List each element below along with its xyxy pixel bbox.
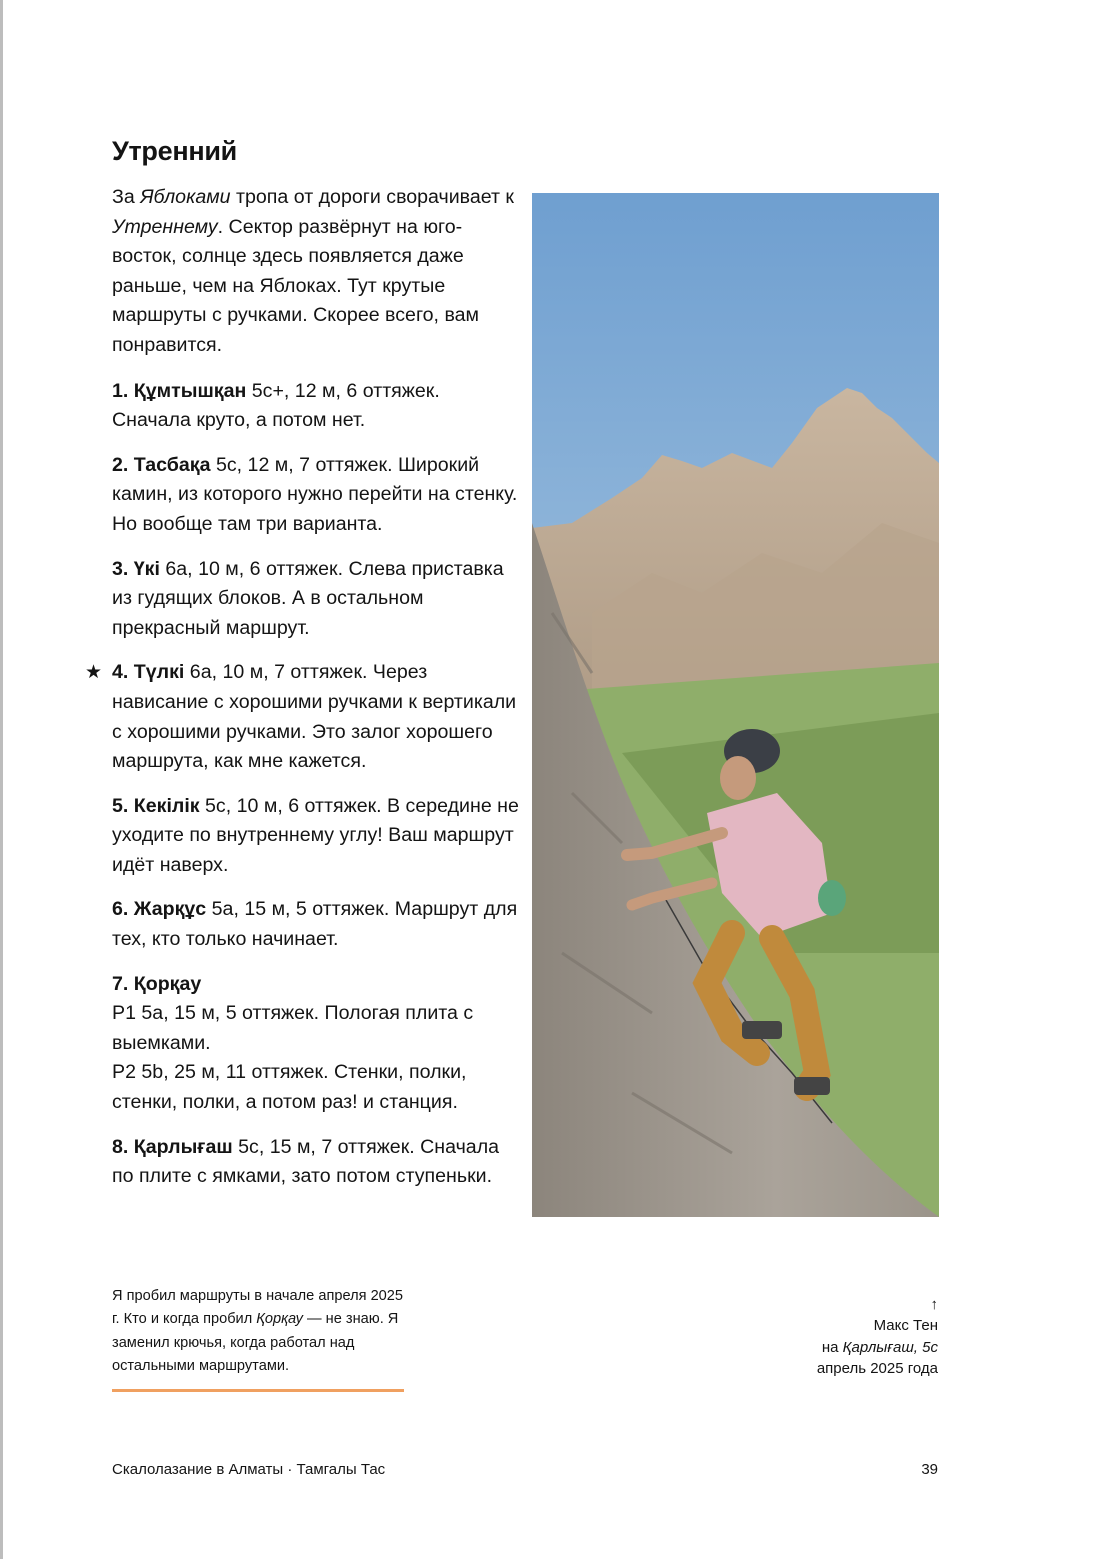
sidenote-italic-route: Қорқау	[256, 1311, 303, 1328]
route-name: 8. Қарлығаш	[112, 1135, 233, 1158]
page-number: 39	[921, 1461, 938, 1478]
route-description: 6a, 10 м, 6 оттяжек. Слева приставка из гудящих блоков. А в остальном прекрасный маршрут.	[112, 557, 504, 639]
route-pitch-1: P1 5a, 15 м, 5 оттяжек. Пологая плита с выемками.	[112, 1002, 474, 1054]
sidenote-text: — не знаю. Я заменил крючья, когда работал над остальными маршрутами.	[112, 1311, 399, 1375]
intro-paragraph	[112, 183, 524, 361]
route-description: 5c, 15 м, 7 оттяжек. Сначала по плите с ямками, зато потом ступеньки.	[112, 1135, 500, 1188]
route-name: 4. Түлкі	[112, 661, 185, 684]
intro-text: тропа от дороги сворачивает к	[230, 186, 514, 208]
arrow-up-icon: ↑	[930, 1296, 938, 1313]
star-icon: ★	[85, 662, 103, 684]
route-name: 6. Жарқұс	[112, 898, 207, 921]
caption-date: апрель 2025 года	[816, 1360, 938, 1378]
route-name: 1. Құмтышқан	[112, 379, 247, 402]
page-spine-shadow	[0, 0, 3, 1559]
caption-route: Қарлығаш, 5c	[842, 1338, 938, 1356]
route-item	[112, 970, 524, 1118]
route-name: 7. Қорқау	[112, 972, 202, 995]
intro-italic-sector: Утреннему	[112, 215, 218, 238]
intro-italic-sector: Яблоками	[140, 186, 231, 208]
running-footer: Скалолазание в Алматы · Тамгалы Тас	[112, 1461, 386, 1478]
route-item	[112, 792, 524, 881]
route-item	[112, 555, 524, 644]
route-description: 6a, 10 м, 7 оттяжек. Через нависание с хорошими ручками к вертикали с хорошими ручками. Это залог хорошего маршрута, как мне кажется.	[112, 661, 517, 773]
intro-text: . Сектор развёрнут на юго-восток, солнце здесь появляется даже раньше, чем на Яблоках. Тут крутые маршруты с ручками. Скорее всего, вам понравится.	[112, 215, 479, 356]
route-name: 5. Кекілік	[112, 794, 200, 817]
sidenote	[112, 1285, 412, 1379]
route-name: 2. Тасбақа	[112, 453, 211, 476]
route-item	[85, 658, 524, 776]
route-name: 3. Үкі	[112, 557, 160, 580]
route-item	[112, 1133, 524, 1192]
section-title: Утренний	[112, 136, 237, 166]
route-description: 5c, 10 м, 6 оттяжек. В середине не уходите по внутреннему углу! Ваш маршрут идёт наверх.	[112, 794, 519, 876]
caption-prefix: на	[821, 1338, 843, 1356]
route-item	[112, 895, 524, 954]
route-pitch-2: P2 5b, 25 м, 11 оттяжек. Стенки, полки, стенки, полки, а потом раз! и станция.	[112, 1061, 467, 1114]
route-item	[112, 377, 524, 436]
route-description: 5c, 12 м, 7 оттяжек. Широкий камин, из которого нужно перейти на стенку. Но вообще там три варианта.	[112, 453, 518, 535]
route-item	[112, 451, 524, 540]
caption-person: Макс Тен	[873, 1317, 938, 1335]
sidenote-accent-rule	[112, 1389, 404, 1392]
route-description: 5a, 15 м, 5 оттяжек. Маршрут для тех, кто только начинает.	[112, 898, 518, 951]
caption-route-line	[760, 1337, 938, 1358]
climber-photo	[532, 193, 939, 1217]
route-description: 5c+, 12 м, 6 оттяжек. Сначала круто, а потом нет.	[112, 379, 440, 432]
text-column	[85, 183, 524, 1207]
photo-caption	[760, 1294, 938, 1380]
sidenote-text: Я пробил маршруты в начале апреля 2025 г. Кто и когда пробил	[112, 1288, 404, 1328]
intro-text: За	[112, 186, 141, 208]
